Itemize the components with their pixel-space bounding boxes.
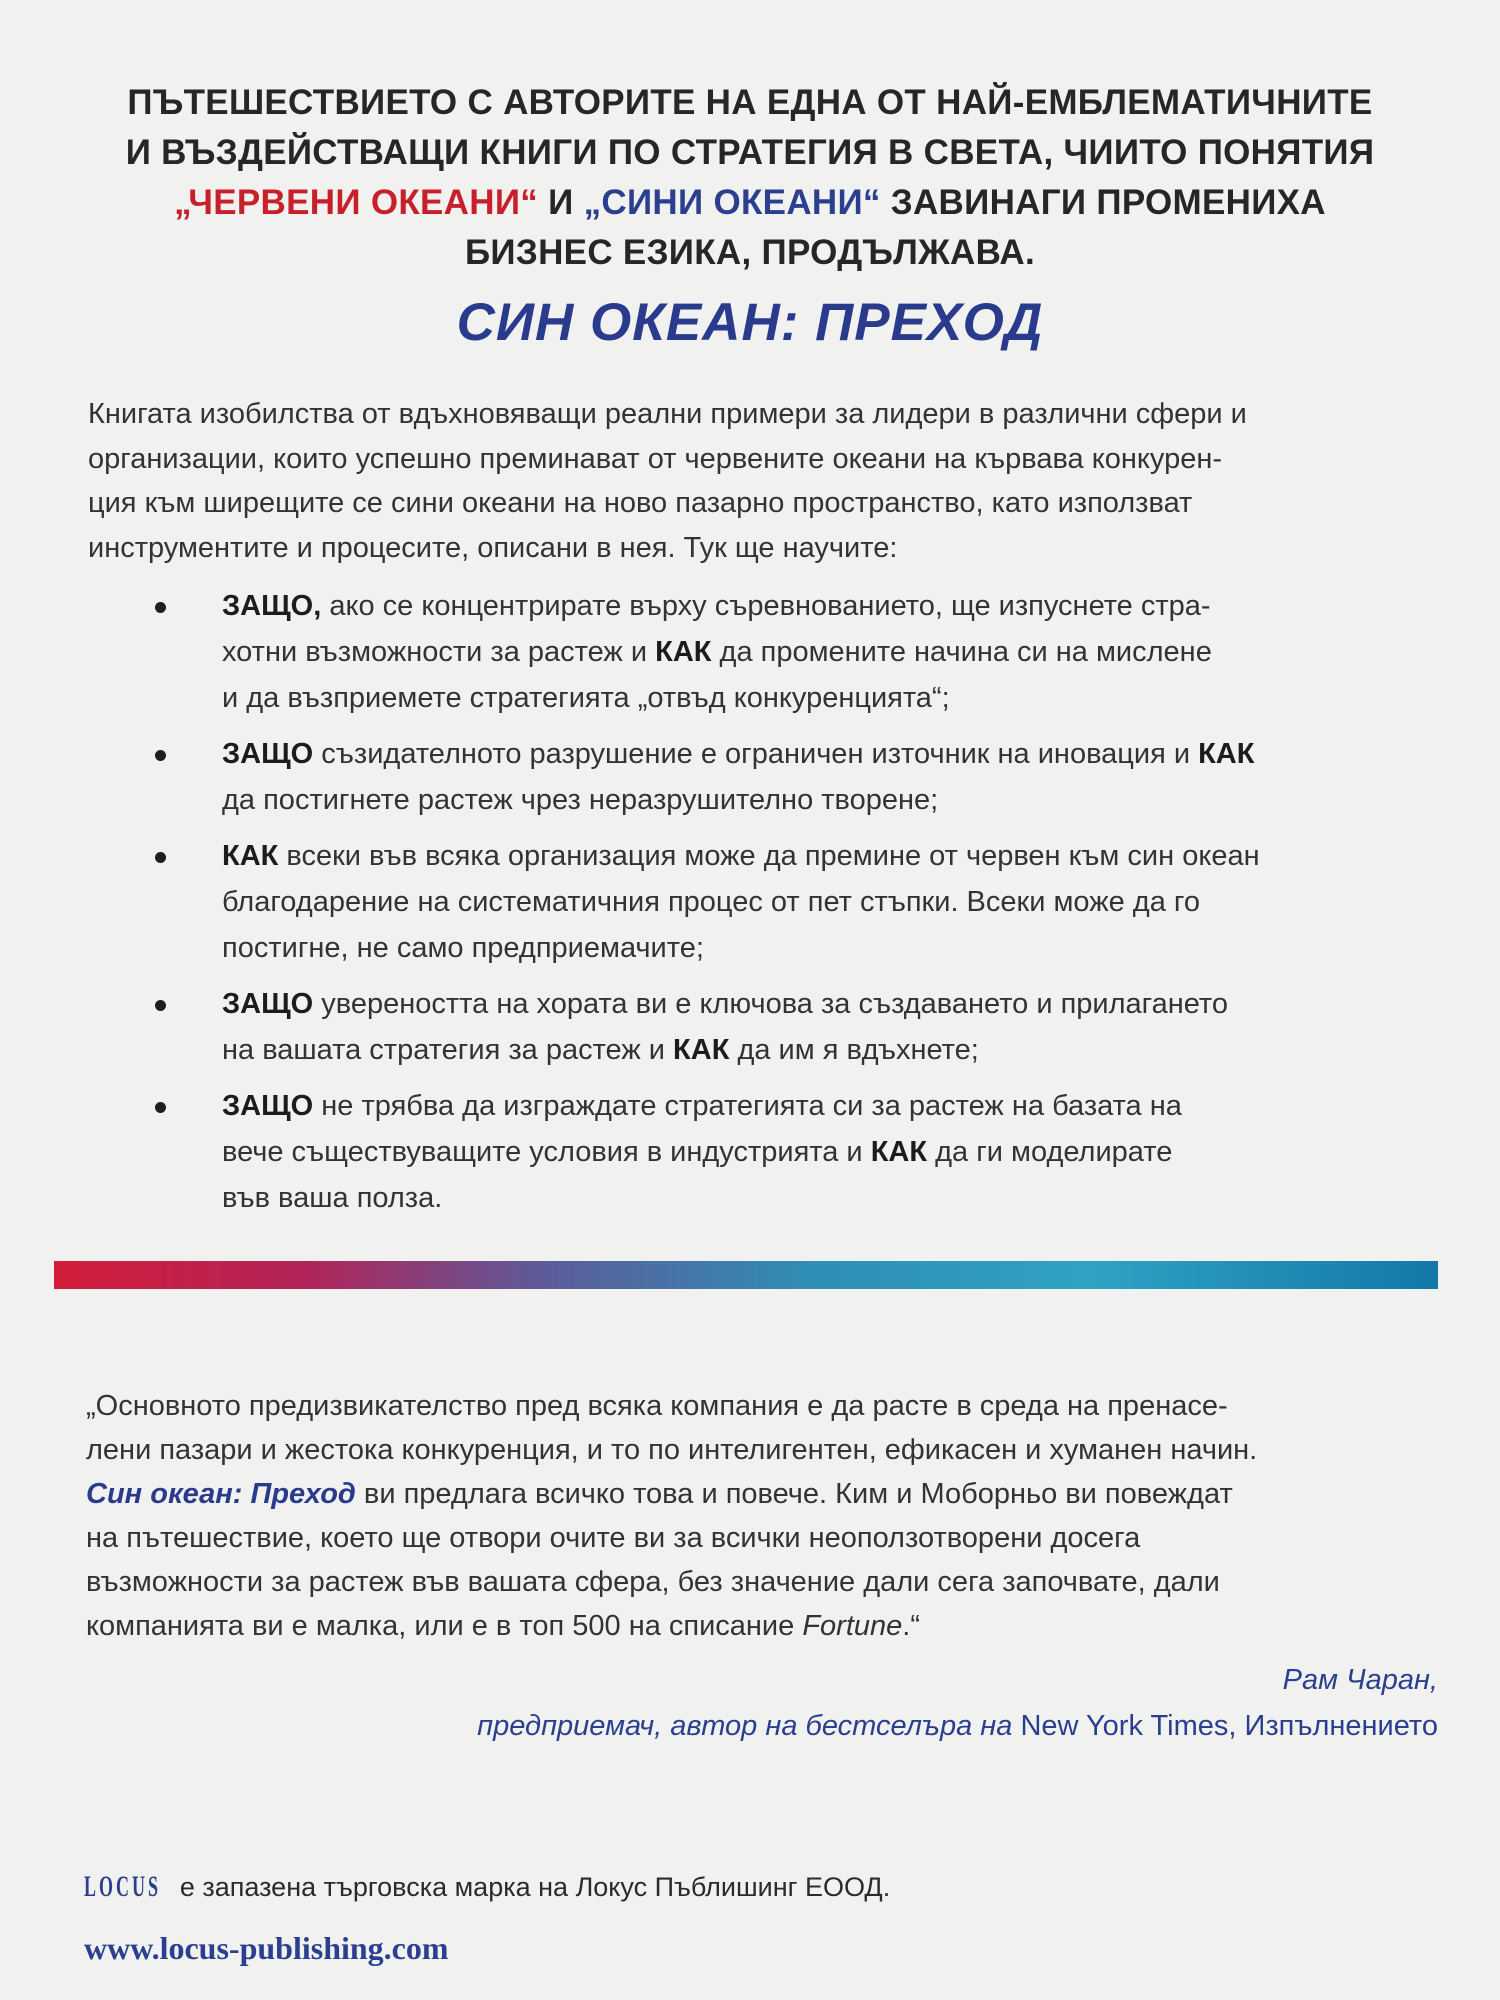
red-oceans-term: „ЧЕРВЕНИ ОКЕАНИ“	[174, 183, 539, 222]
keyword-how: КАК	[1198, 738, 1255, 770]
bullet-text: да постигнете растеж чрез неразрушително творене;	[222, 784, 939, 816]
headline-line-2: И ВЪЗДЕЙСТВАЩИ КНИГИ ПО СТРАТЕГИЯ В СВЕТА, ЧИИТО ПОНЯТИЯ	[125, 133, 1375, 172]
keyword-why: ЗАЩО	[222, 1090, 314, 1122]
bullet-text: благодарение на систематичния процес от пет стъпки. Всеки може да го	[222, 886, 1200, 918]
quote-book-title: Син океан: Преход	[86, 1478, 356, 1510]
bullet-text: всеки във всяка организация може да премине от червен към син океан	[278, 840, 1260, 872]
attribution-role-text: предприемач, автор на бестселъра на	[477, 1710, 1021, 1742]
intro-line: ция към ширещите се сини океани на ново пазарно пространство, като използват	[88, 487, 1193, 519]
keyword-how: КАК	[870, 1136, 928, 1168]
bullet-item	[0, 833, 1438, 971]
quote-line: „Основното предизвикателство пред всяка компания е да расте в среда на пренасе-	[86, 1390, 1228, 1422]
bullet-text: увереността на хората ви е ключова за създаването и прилагането	[313, 988, 1229, 1020]
bullet-dot-icon	[155, 852, 166, 863]
bullet-item	[0, 731, 1438, 823]
bullet-text: и да възприемете стратегията „отвъд конкуренцията“;	[222, 682, 950, 714]
bullet-text: не трябва да изграждате стратегията си за растеж на базата на	[313, 1090, 1182, 1122]
intro-line: Книгата изобилства от вдъхновяващи реални примери за лидери в различни сфери и	[88, 398, 1247, 430]
intro-line: организации, които успешно преминават от червените океани на кървава конкурен-	[88, 442, 1223, 475]
bullet-text: да ги моделирате	[927, 1136, 1173, 1168]
bullet-text: ако се концентрирате върху съревнованието, ще изпуснете стра-	[321, 590, 1211, 622]
quote-line: ви предлага всичко това и повече. Ким и Моборньо ви повеждат	[355, 1478, 1233, 1510]
headline-connector: И	[538, 183, 584, 222]
quote-line: лени пазари и жестока конкуренция, и то по интелигентен, ефикасен и хуманен начин.	[86, 1434, 1258, 1466]
quote-line: на пътешествие, което ще отвори очите ви за всички неоползотворени досега	[86, 1522, 1141, 1554]
trademark-notice	[84, 1870, 890, 1904]
blue-oceans-term: „СИНИ ОКЕАНИ“	[583, 183, 881, 222]
attribution-role	[138, 1710, 1438, 1743]
bullet-dot-icon	[155, 1000, 166, 1011]
bullet-item	[0, 1083, 1438, 1221]
red-to-blue-gradient-divider	[54, 1261, 1438, 1289]
headline	[100, 78, 1400, 278]
quote-closing: .“	[902, 1610, 920, 1642]
keyword-why: ЗАЩО	[222, 738, 314, 770]
trademark-text: е запазена търговска марка на Локус Пъблишинг ЕООД.	[172, 1872, 891, 1902]
quote-line: компанията ви е малка, или е в топ 500 на списание	[86, 1610, 803, 1642]
bullet-text: съзидателното разрушение е ограничен източник на иновация и	[313, 738, 1199, 770]
locus-logo: LOCUS	[84, 1870, 162, 1903]
attribution-separator: ,	[1228, 1710, 1245, 1742]
bullet-item	[0, 981, 1438, 1073]
bullet-text: вече съществуващите условия в индустрията и	[222, 1136, 871, 1168]
keyword-why: ЗАЩО,	[222, 590, 322, 622]
headline-line-3	[100, 178, 1400, 228]
bullet-dot-icon	[155, 750, 166, 761]
endorsement-quote	[86, 1384, 1446, 1648]
book-title: СИН ОКЕАН: ПРЕХОД	[456, 293, 1044, 352]
headline-line-1: ПЪТЕШЕСТВИЕТО С АВТОРИТЕ НА ЕДНА ОТ НАЙ-ЕМБЛЕМАТИЧНИТЕ	[127, 83, 1373, 122]
bullet-text: във ваша полза.	[222, 1182, 443, 1214]
intro-line: инструментите и процесите, описани в нея. Тук ще научите:	[88, 531, 898, 564]
bullet-item	[0, 583, 1438, 721]
bullet-dot-icon	[155, 602, 166, 613]
bullet-list	[0, 583, 1500, 1231]
bullet-text: да им я вдъхнете;	[729, 1034, 979, 1066]
keyword-how: КАК	[655, 636, 712, 668]
attribution-name: Рам Чаран,	[1282, 1664, 1438, 1696]
newspaper-name: New York Times	[1020, 1710, 1229, 1742]
magazine-name: Fortune	[802, 1610, 903, 1642]
bullet-text: на вашата стратегия за растеж и	[222, 1034, 674, 1066]
bullet-text: хотни възможности за растеж и	[222, 636, 656, 668]
bullet-dot-icon	[155, 1102, 166, 1113]
headline-line-4: БИЗНЕС ЕЗИКА, ПРОДЪЛЖАВА.	[464, 233, 1036, 272]
bullet-text: да промените начина си на мислене	[711, 636, 1212, 668]
bullet-text: постигне, не само предприемачите;	[222, 932, 704, 964]
headline-line-3-rest: ЗАВИНАГИ ПРОМЕНИХА	[880, 183, 1326, 222]
publisher-website-link[interactable]: www.locus-publishing.com	[84, 1930, 449, 1966]
keyword-why: ЗАЩО	[222, 988, 314, 1020]
attribution-book: Изпълнението	[1244, 1710, 1438, 1742]
keyword-how: КАК	[222, 840, 279, 872]
intro-paragraph	[88, 392, 1438, 570]
keyword-how: КАК	[673, 1034, 730, 1066]
quote-line: възможности за растеж във вашата сфера, без значение дали сега започвате, дали	[86, 1566, 1220, 1598]
